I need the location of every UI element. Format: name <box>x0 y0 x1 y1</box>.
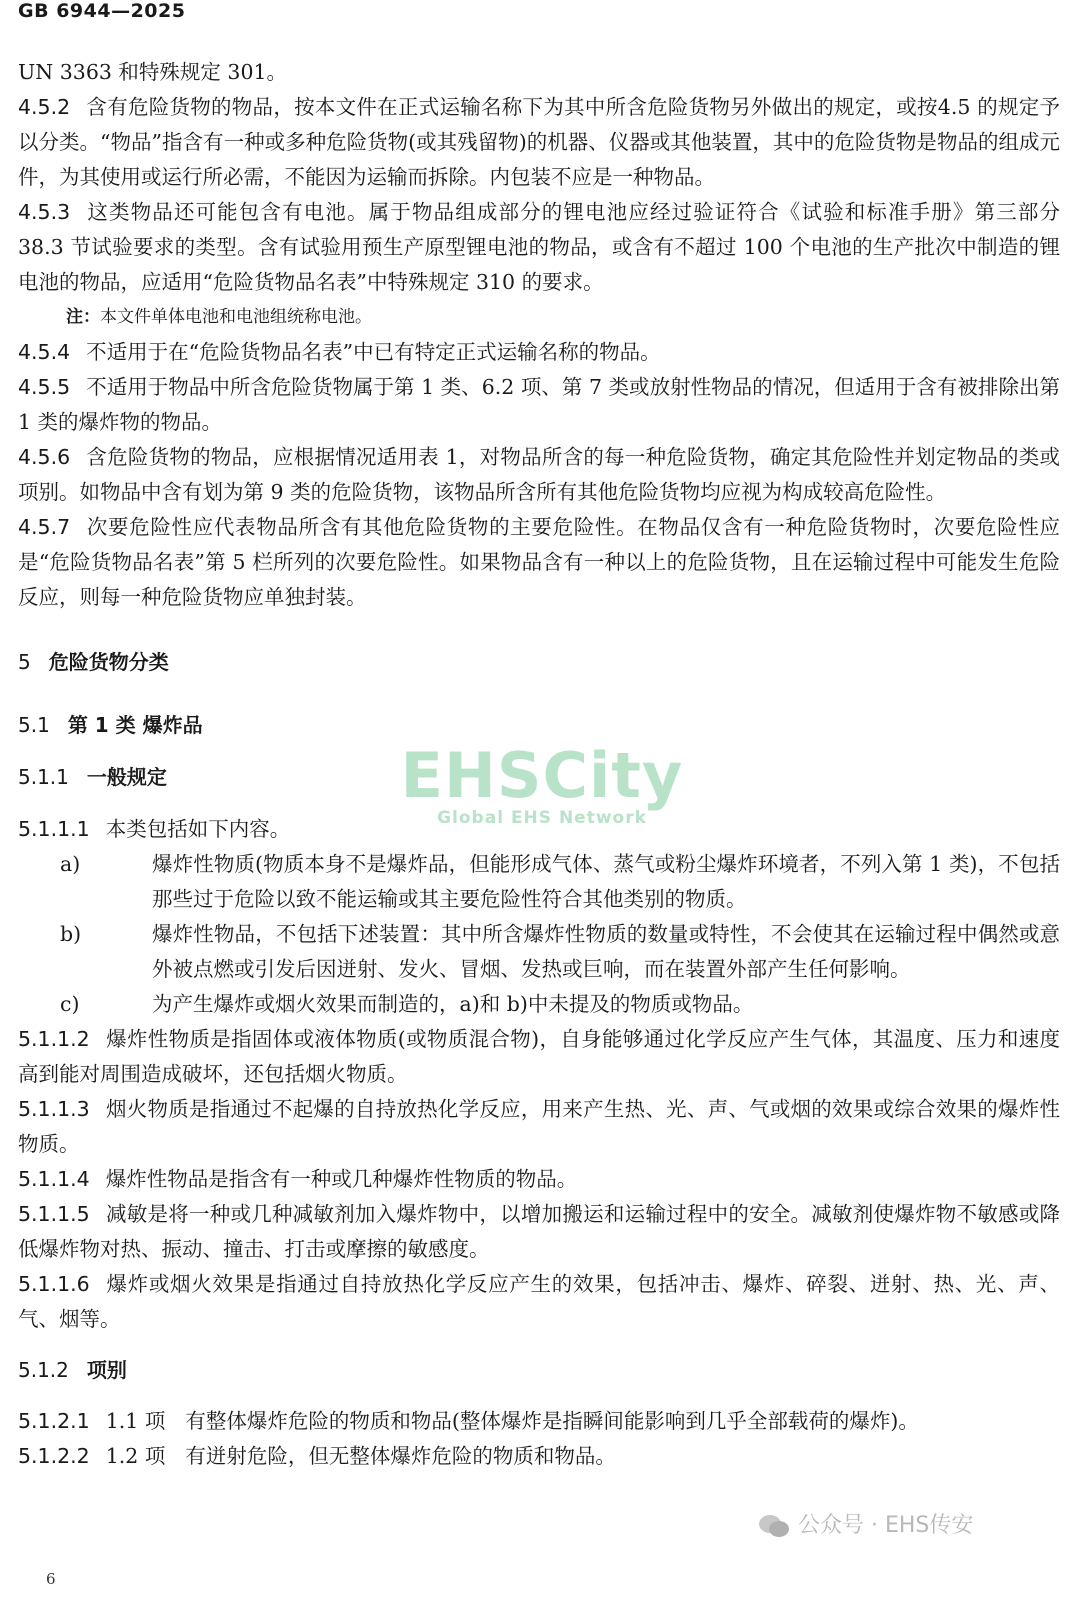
clause-4-5-2: 4.5.2 含有危险货物的物品，按本文件在正式运输名称下为其中所含危险货物另外做出的规定，或按4.5 的规定予以分类。“物品”指含有一种或多种危险货物(或其残留物)的机器、仪器或其他装置，其中的危险货物是物品的组成元件，为其使用或运行所必需，不能因为运输而拆除。内包装不应是一种物品。 <box>18 95 1060 189</box>
paragraph: UN 3363 和特殊规定 301。 <box>18 60 288 84</box>
clause-5-1-1-4: 5.1.1.4 爆炸性物品是指含有一种或几种爆炸性物质的物品。 <box>18 1167 578 1191</box>
clause-4-5-7: 4.5.7 次要危险性应代表物品所含有其他危险货物的主要危险性。在物品仅含有一种危险货物时，次要危险性应是“危险货物品名表”第 5 栏所列的次要危险性。如果物品含有一种以上的危险货物，且在运输过程中可能发生危险反应，则每一种危险货物应单独封装。 <box>18 515 1060 609</box>
clause-4-5-5: 4.5.5 不适用于物品中所含危险货物属于第 1 类、6.2 项、第 7 类或放射性物品的情况，但适用于含有被排除出第 1 类的爆炸物的物品。 <box>18 375 1060 434</box>
clause-4-5-3: 4.5.3 这类物品还可能包含有电池。属于物品组成部分的锂电池应经过验证符合《试验和标准手册》第三部分 38.3 节试验要求的类型。含有试验用预生产原型锂电池的物品，或含有不超过 100 个电池的生产批次中制造的锂电池的物品，应适用“危险货物品名表”中特殊规定 310 的要求。 <box>18 200 1060 294</box>
list-item-b: b) 爆炸性物品，不包括下述装置：其中所含爆炸性物质的数量或特性，不会使其在运输过程中偶然或意外被点燃或引发后因迸射、发火、冒烟、发热或巨响，而在装置外部产生任何影响。 <box>60 922 1060 981</box>
clause-4-5-6: 4.5.6 含危险货物的物品，应根据情况适用表 1，对物品所含的每一种危险货物，确定其危险性并划定物品的类或项别。如物品中含有划为第 9 类的危险货物，该物品所含所有其他危险货物均应视为构成较高危险性。 <box>18 445 1060 504</box>
clause-5-1-1-2: 5.1.1.2 爆炸性物质是指固体或液体物质(或物质混合物)，自身能够通过化学反应产生气体，其温度、压力和速度高到能对周围造成破坏，还包括烟火物质。 <box>18 1027 1060 1086</box>
list-item-c: c) 为产生爆炸或烟火效果而制造的，a)和 b)中未提及的物质或物品。 <box>60 992 754 1016</box>
heading-5-1-1: 5.1.1 一般规定 <box>18 765 167 789</box>
clause-5-1-1-1: 5.1.1.1 本类包括如下内容。 <box>18 817 291 841</box>
note: 注：本文件单体电池和电池组统称电池。 <box>66 307 372 327</box>
wechat-watermark: 公众号 · EHS传安 <box>758 1508 973 1539</box>
clause-5-1-1-5: 5.1.1.5 减敏是将一种或几种减敏剂加入爆炸物中，以增加搬运和运输过程中的安全。减敏剂使爆炸物不敏感或降低爆炸物对热、振动、撞击、打击或摩擦的敏感度。 <box>18 1202 1060 1261</box>
clause-5-1-2-2: 5.1.2.2 1.2 项 有迸射危险，但无整体爆炸危险的物质和物品。 <box>18 1444 616 1468</box>
list-item-a: a) 爆炸性物质(物质本身不是爆炸品，但能形成气体、蒸气或粉尘爆炸环境者，不列入第 1 类)，不包括那些过于危险以致不能运输或其主要危险性符合其他类别的物质。 <box>60 852 1060 911</box>
wechat-icon <box>758 1514 790 1538</box>
clause-4-5-4: 4.5.4 不适用于在“危险货物品名表”中已有特定正式运输名称的物品。 <box>18 340 661 364</box>
clause-5-1-1-3: 5.1.1.3 烟火物质是指通过不起爆的自持放热化学反应，用来产生热、光、声、气或烟的效果或综合效果的爆炸性物质。 <box>18 1097 1060 1156</box>
heading-5-1: 5.1 第 1 类 爆炸品 <box>18 713 203 737</box>
heading-5-1-2: 5.1.2 项别 <box>18 1358 127 1382</box>
page-number: 6 <box>46 1570 56 1588</box>
standard-header: GB 6944—2025 <box>18 0 186 22</box>
ehscity-watermark: EHSCity Global EHS Network <box>400 739 684 828</box>
clause-5-1-2-1: 5.1.2.1 1.1 项 有整体爆炸危险的物质和物品(整体爆炸是指瞬间能影响到几乎全部载荷的爆炸)。 <box>18 1409 919 1433</box>
clause-5-1-1-6: 5.1.1.6 爆炸或烟火效果是指通过自持放热化学反应产生的效果，包括冲击、爆炸、碎裂、迸射、热、光、声、气、烟等。 <box>18 1272 1060 1331</box>
heading-5: 5 危险货物分类 <box>18 650 169 674</box>
